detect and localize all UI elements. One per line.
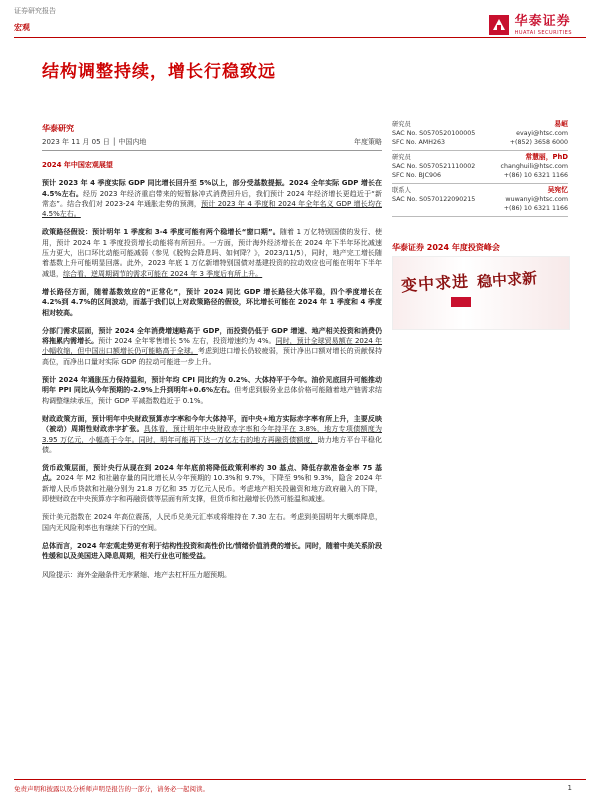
calligraphy-text: 变中求进	[400, 271, 470, 296]
meta-divider	[42, 150, 382, 151]
paragraph-growth-path: 增长路径方面，随着基数效应的“正常化”，预计 2024 同比 GDP 增长路径大体平稳，四个季度增长在 4.2%到 4.7%的区间波动，而基于我们以上对政策路径的假设，环比增长可能在 2024 年 1 季度和 4 季度相对较高。	[42, 287, 382, 317]
paragraph-outlook: 预计 2023 年 4 季度实际 GDP 同比增长回升至 5%以上，部分受基数提振。2024 全年实际 GDP 增长在 4.5%左右。经历 2023 年经济重启带来的短暂脉冲式消费回升后，我们预计 2024 年经济增长更趋近于“新常态”。结合我们对 2023-24 年通胀走势的预测，预计 2023 年 4 季度和 2024 年全年名义 GDP 增长均在 4.5%左右。	[42, 179, 383, 219]
conference-title: 华泰证券 2024 年度投资峰会	[392, 243, 500, 252]
conference-banner	[392, 256, 570, 330]
paragraph-demand: 分部门需求层面，预计 2024 全年消费增速略高于 GDP，而投资仍低于 GDP 增速、地产相关投资和消费仍将拖累内需增长。预计 2024 全年零售增长 5% 左右，投资增速约为 4%。同时，预计全球贸易额在 2024 年小幅收缩，但中国出口额增长仍可能略高于全球。考虑到进口增长仍较疲弱，预计净出口额对增长的贡献保持高位，而净出口量对实际 GDP 的拉动可能进一步上升。	[42, 326, 383, 366]
analyst-email[interactable]: changhuili@htsc.com	[500, 163, 568, 170]
org-name: 华泰研究	[42, 124, 74, 133]
paragraph-fiscal: 财政政策方面，预计明年中央财政预算赤字率和今年大体持平，而中央+地方实际赤字率有所上升，主要反映（被动）周期性财政赤字扩张。具体看，预计明年中央财政赤字率和今年持平在 3.8%，地方专项债额度为 3.95 万亿元，小幅高于今年。同时，明年可能再下达一万亿左右的地方再融资债额度，助力地方平台平稳化债。	[42, 414, 383, 454]
report-meta	[42, 137, 382, 147]
paragraph-fx: 预计美元指数在 2024 年高位震荡，人民币兑美元汇率或将维持在 7.30 左右。考虑到美国明年大概率降息，国内无风险利率也有继续下行的空间。	[42, 513, 382, 532]
page-number: 1	[567, 784, 572, 792]
report-top-label: 证券研究报告	[14, 7, 56, 15]
analyst-email[interactable]: wuwanyi@htsc.com	[505, 196, 568, 203]
paragraph-monetary: 货币政策层面，预计央行从现在到 2024 年年底前将降低政策利率约 30 基点、降低存款准备金率 75 基点。2024 年 M2 和社融存量的同比增长从今年预期的 10.3%和 9.7%，下降至 9%和 9.3%，隐含 2024 年新增人民币贷款和社融分别为 21.8 万亿和 35 万亿元人民币。考虑地产相关投融资和地方政府融入的下降，即使财政在中央预算赤字和再融资债等层面有所支撑，但货币和社融增长仍然可能温和减速。	[42, 464, 383, 504]
footer-rule	[14, 779, 586, 780]
analyst-card: 联系人 吴宛忆 SAC No. S0570122090215 wuwanyi@htsc.com +(86) 10 6321 1166	[392, 184, 568, 217]
page-title: 结构调整持续，增长行稳致远	[42, 62, 276, 82]
report-date: 2023 年 11 月 05 日 │ 中国内地	[42, 138, 147, 146]
analyst-card: 研究员 常慧丽，PhD SAC No. S0570521110002 changhuili@htsc.com SFC No. BJC906 +(86) 10 6321 1166	[392, 151, 568, 184]
brand-logo	[488, 14, 572, 36]
footer-disclaimer: 免责声明和披露以及分析师声明是报告的一部分，请务必一起阅读。	[14, 785, 209, 793]
analyst-panel	[392, 118, 568, 217]
section-heading: 2024 年中国宏观展望	[42, 161, 113, 169]
report-type: 年度策略	[354, 138, 382, 146]
paragraph-inflation: 预计 2024 年通胀压力保持温和，预计年均 CPI 同比约为 0.2%、大体持平于今年。油价见底回升可能推动明年 PPI 同比从今年预期的-2.9%上升到明年+0.6%左右。但考虑到服务业总体价格可能随着地产链需求结构调整继续承压，预计 GDP 平减指数趋近于 0.1%。	[42, 376, 383, 405]
logo-name-en: HUATAI SECURITIES	[514, 29, 572, 36]
header-rule	[14, 37, 586, 38]
paragraph-risk: 风险提示：海外金融条件无序紧缩、地产去杠杆压力超预期。	[42, 570, 231, 579]
logo-name: 华泰证券	[514, 13, 571, 29]
analyst-email[interactable]: evayi@htsc.com	[516, 130, 568, 137]
report-body	[42, 160, 382, 588]
section-label: 宏观	[14, 23, 30, 32]
analyst-card: 研究员 易峘 SAC No. S0570520100005 evayi@htsc.com SFC No. AMH263 +(852) 3658 6000	[392, 118, 568, 151]
paragraph-summary: 总体而言，2024 年宏观走势更有利于结构性投资和高性价比/情绪价值消费的增长。同时，随着中美关系阶段性缓和以及美国进入降息周期，相关行业也可能受益。	[42, 541, 382, 561]
logo-mark-icon	[488, 14, 510, 36]
seal-stamp-icon	[451, 297, 471, 307]
calligraphy-text: 稳中求新	[476, 268, 538, 292]
paragraph-policy-path: 政策路径假设：预计明年 1 季度和 3-4 季度可能有两个稳增长“窗口期”。随着 1 万亿特别国债的发行、使用，预计 2024 年 1 季度投资增长动能将有所回升。一方面，预计海外经济增长在 2024 年下半年环比减速压力更大，出口环比动能可能减弱（参见《脱钩会降息吗、如何降？》，2023/11/5），同时，地产完工增长随着基数上升可能明显回落。此外，2023 年底 1 万亿新增特别国债对基建投资的拉动效应也可能在明年下半年减退，综合看，逆周期调节的需求可能在 2024 年 3 季度后有所上升。	[42, 228, 383, 278]
